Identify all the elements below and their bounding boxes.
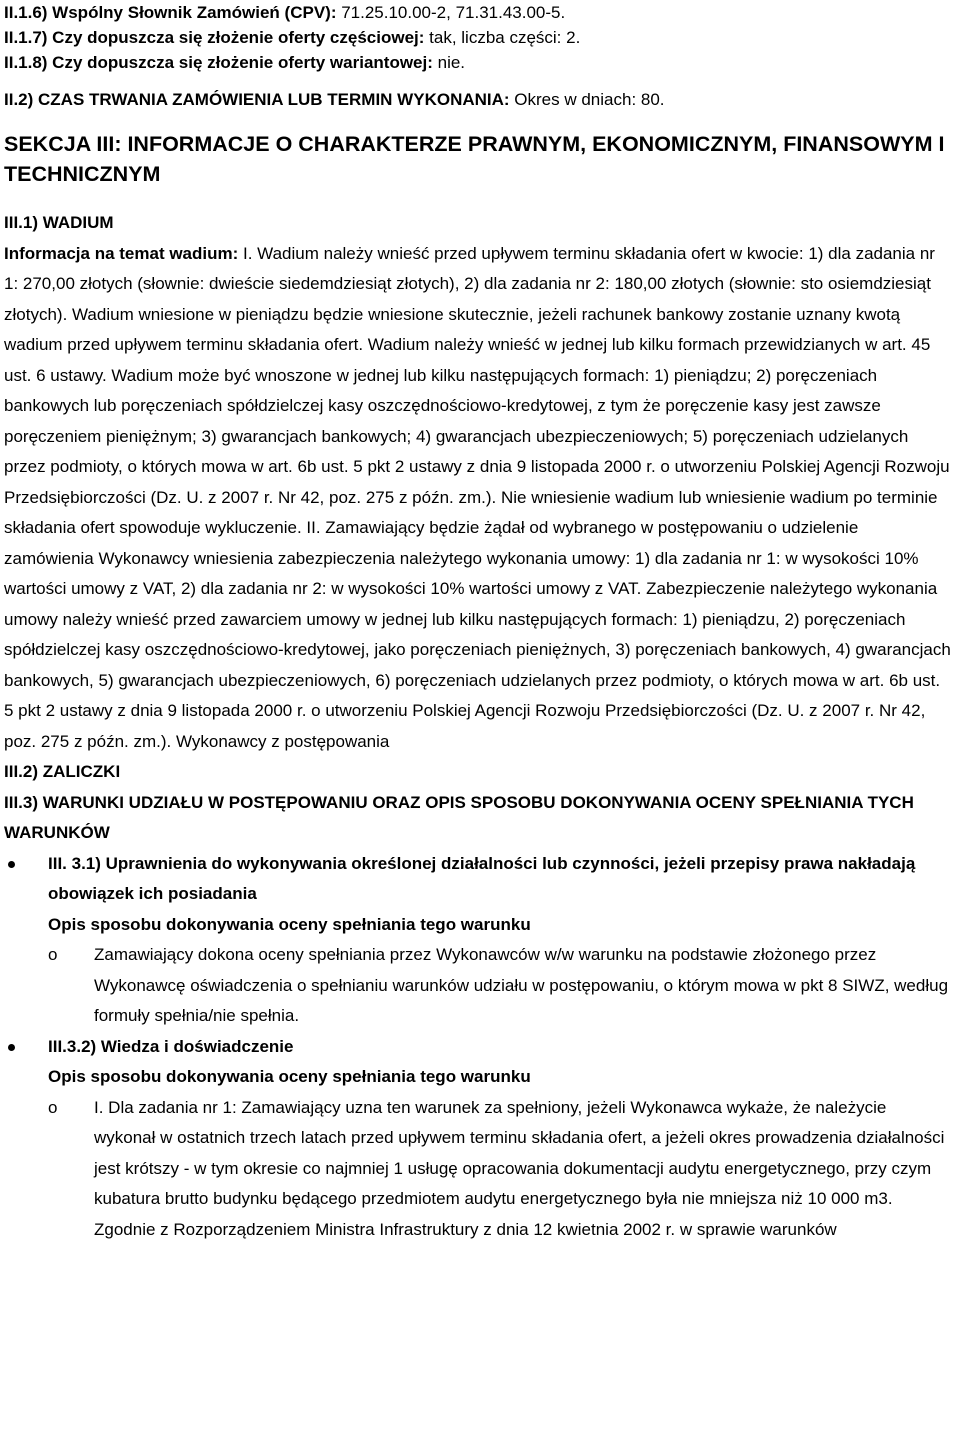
partial-offers-label: II.1.7) Czy dopuszcza się złożenie oferty częściowej:	[4, 28, 425, 47]
duration-line	[4, 87, 952, 112]
cpv-line	[4, 0, 952, 25]
spacer	[4, 112, 952, 129]
variant-offers-value: nie.	[432, 53, 466, 72]
condition-item	[4, 1032, 952, 1246]
advances-heading: III.2) ZALICZKI	[4, 762, 121, 781]
cpv-label: II.1.6) Wspólny Słownik Zamówień (CPV):	[4, 3, 337, 22]
circle-bullet-icon: o	[48, 1097, 58, 1117]
cpv-value: 71.25.10.00-2, 71.31.43.00-5.	[336, 3, 566, 22]
wadium-text: I. Wadium należy wnieść przed upływem terminu składania ofert w kwocie: 1) dla zadania nr 1: 270,00 złotych (słownie: dwieście siedemdziesiąt złotych), 2) dla zadania nr 2: 180,00 złotych (słownie: sto osiemdziesiąt złotych). Wadium wniesione w pieniądzu będzie wniesione skutecznie, jeżeli rachunek bankowy zostanie uznany kwotą wadium przed upływem terminu składania ofert. Wadium należy wnieść w jednej lub kilku formach przewidzianych w art. 45 ust. 6 ustawy. Wadium może być wnoszone w jednej lub kilku następujących formach: 1) pieniądzu; 2) poręczeniach bankowych lub poręczeniach spółdzielczej kasy oszczędnościowo-kredytowej, z tym że poręczenie kasy jest zawsze poręczeniem pieniężnym; 3) gwarancjach bankowych; 4) gwarancjach ubezpieczeniowych; 5) poręczeniach udzielanych przez podmioty, o których mowa w art. 6b ust. 5 pkt 2 ustawy z dnia 9 listopada 2000 r. o utworzeniu Polskiej Agencji Rozwoju Przedsiębiorczości (Dz. U. z 2007 r. Nr 42, poz. 275 z późn. zm.). Nie wniesienie wadium lub wniesienie wadium po terminie składania ofert spowoduje wykluczenie. II. Zamawiający będzie żądał od wybranego w postępowaniu o udzielenie zamówienia Wykonawcy wniesienia zabezpieczenia należytego wykonania umowy: 1) dla zadania nr 1: w wysokości 10% wartości umowy z VAT, 2) dla zadania nr 2: w wysokości 10% wartości umowy z VAT. Zabezpieczenie należytego wykonania umowy należy wnieść przed zawarciem umowy w jednej lub kilku następujących formach: 1) pieniądzu, 2) poręczeniach spółdzielczej kasy oszczędnościowo-kredytowej, jako poręczeniach pieniężnych, 3) poręczeniach bankowych, 4) gwarancjach bankowych, 5) gwarancjach ubezpieczeniowych, 6) poręczeniach udzielanych przez podmioty, o których mowa w art. 6b ust. 5 pkt 2 ustawy z dnia 9 listopada 2000 r. o utworzeniu Polskiej Agencji Rozwoju Przedsiębiorczości (Dz. U. z 2007 r. Nr 42, poz. 275 z późn. zm.). Wykonawcy z postępowania	[4, 243, 951, 751]
partial-offers-line	[4, 25, 952, 50]
wadium-heading: III.1) WADIUM	[4, 213, 114, 232]
condition-sub-item	[48, 940, 952, 1032]
circle-bullet-icon: o	[48, 945, 58, 964]
duration-label: II.2) CZAS TRWANIA ZAMÓWIENIA LUB TERMIN WYKONANIA:	[4, 90, 510, 109]
spacer	[4, 189, 952, 208]
condition-desc-label: Opis sposobu dokonywania oceny spełniania tego warunku	[48, 1067, 531, 1086]
bullet-icon	[8, 861, 15, 868]
spacer	[4, 75, 952, 87]
condition-title: III.3.2) Wiedza i doświadczenie	[48, 1036, 294, 1056]
partial-offers-value: tak, liczba części: 2.	[424, 28, 581, 47]
variant-offers-label: II.1.8) Czy dopuszcza się złożenie oferty wariantowej:	[4, 53, 433, 72]
document-page	[4, 0, 952, 1245]
section-3-title: SEKCJA III: INFORMACJE O CHARAKTERZE PRAWNYM, EKONOMICZNYM, FINANSOWYM I TECHNICZNYM	[4, 132, 945, 186]
conditions-heading: III.3) WARUNKI UDZIAŁU W POSTĘPOWANIU ORAZ OPIS SPOSOBU DOKONYWANIA OCENY SPEŁNIANIA TYCH WARUNKÓW	[4, 792, 914, 842]
condition-sub-text: I. Dla zadania nr 1: Zamawiający uzna ten warunek za spełniony, jeżeli Wykonawca wykaże, że należycie wykonał w ostatnich trzech latach przed upływem terminu składania ofert, a jeżeli okres prowadzenia działalności jest krótszy - w tym okresie co najmniej 1 usługę opracowania dokumentacji audytu energetycznego, przy czym kubatura brutto budynku będącego przedmiotem audytu energetycznego była nie mniejsza niż 10 000 m3. Zgodnie z Rozporządzeniem Ministra Infrastruktury z dnia 12 kwietnia 2002 r. w sprawie warunków	[94, 1097, 945, 1239]
condition-item	[4, 849, 952, 1032]
duration-value: Okres w dniach: 80.	[509, 90, 665, 109]
condition-sub-item	[48, 1093, 952, 1246]
wadium-paragraph	[4, 239, 952, 758]
variant-offers-line	[4, 50, 952, 75]
condition-sub-text: Zamawiający dokona oceny spełniania przez Wykonawców w/w warunku na podstawie złożonego przez Wykonawcę oświadczenia o spełnianiu warunków udziału w postępowaniu, o którym mowa w pkt 8 SIWZ, według formuły spełnia/nie spełnia.	[94, 945, 949, 1025]
bullet-icon	[8, 1044, 15, 1051]
condition-desc-label: Opis sposobu dokonywania oceny spełniania tego warunku	[48, 914, 531, 934]
wadium-info-label: Informacja na temat wadium:	[4, 243, 239, 263]
condition-title: III. 3.1) Uprawnienia do wykonywania określonej działalności lub czynności, jeżeli przepisy prawa nakładają obowiązek ich posiadania	[48, 853, 916, 903]
